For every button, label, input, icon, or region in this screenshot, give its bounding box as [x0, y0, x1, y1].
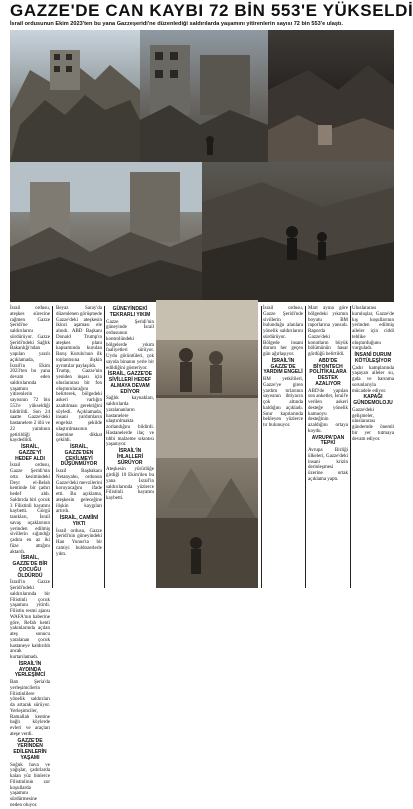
section-subheading: GAZZE'DE YERİNDEN EDİLENLERİN YAŞAMI — [13, 737, 47, 761]
section-subheading: İSRAİL, CAMİİNİ YIKTI — [59, 515, 99, 527]
body-text: Mart ayına göre bölgedeki yıkımın boyutu BM raporlarına yansıdı. Raporda Gazze'deki konutların büyük bölümünün hasar gördüğü belirtildi. — [308, 306, 348, 357]
column-rule — [104, 306, 105, 588]
section-subheading: İSRAİL'İN AYDINDA YERLEŞİMCİ — [14, 660, 46, 679]
section-subheading: KAPAĞI GÜNDEMOLOJU — [353, 394, 393, 406]
section-subheading: İSRAİL, GAZZE'DE SİVİLLERİ HEDEF ALMAYA DEVAM EDİYOR — [107, 371, 153, 395]
body-text: Avrupa Birliği ülkeleri, Gazze'deki insani krizin derinleşmesi üzerine ortak açıklama yaptı. — [308, 448, 348, 482]
body-text: İsrail ordusu, Gazze Şeridi'nin orta kesimindeki Deyr el-Belah kentinde bir çadırı hedef aldı. Saldırıda biri çocuk 3 Filistinli hayatını kaybetti. Görgü tanıkları, İsrail savaş uçaklarının yerinden edilmiş sivillerin sığındığı çadıra en az iki füze attığını aktardı. — [10, 463, 50, 555]
body-text: Gazze Şeridi'nin güneyinde İsrail ordusunun kontrolündeki bölgelerde yıkım faaliyetleri sürüyor. Uydu görüntüleri, çok sayıda binanın yerle bir edildiğini gösteriyor. — [106, 319, 154, 371]
section-subheading: İSRAİL'İN İHLALLERİ SÜRÜYOR — [116, 448, 144, 466]
article-column-1 — [10, 306, 50, 808]
photo-rubble-dark — [268, 30, 394, 162]
body-text: Gazze'deki gelişmeler, uluslararası gündemde önemli bir yer tutmaya devam ediyor. — [352, 407, 394, 442]
photo-people-in-rubble — [202, 162, 394, 302]
body-text: Soğuk hava ve yağışlar, çadırlarda kalan yüz binlerce Filistinlinin zor koşullarda yaşamını sürdürmesine neden oluyor. — [10, 762, 50, 808]
section-subheading: GÜNEYİNDEKİ TEKRARLI YIKIM — [109, 306, 151, 318]
body-text: Uluslararası kuruluşlar, Gazze'de kış koşullarının yerinden edilmiş aileler için ciddi tehlike oluşturduğunu vurguladı. — [352, 306, 394, 352]
section-subheading: ABD'DE BİYONTECH POLİTİKALARA DESTEK AZALIYOR — [309, 357, 347, 387]
section-subheading: İSRAİL, GAZZE'Yİ HEDEF ALDI — [15, 444, 45, 462]
body-text: Beyaz Saray'da düzenlenen görüşmede Gazze'deki ateşkesin ikinci aşaması ele alındı. ABD Başkanı Donald Trump'ın ateşkes planı kapsamında kurulan Barış Kurulu'nun ilk toplantısına ilişkin ayrıntılar paylaşıldı. — [56, 306, 102, 369]
body-text: İsrail'in Gazze Şeridi'ndeki saldırılarında bir Filistinli çocuk yaşamını yitirdi. Filistin resmi ajansı WAFA'nın haberine göre, Refah kenti yakınlarında açılan ateş sonucu yaralanan çocuk hastaneye kaldırıldı ancak kurtarılamadı. — [10, 580, 50, 660]
subheadline: İsrail ordusunun Ekim 2023'ten bu yana Gazzeşeridi'ne düzenlediği saldırılarda yaşamını yitirenlerin sayısı 72 bin 553'e ulaştı. — [10, 21, 343, 27]
article-column-2 — [56, 306, 102, 590]
body-text: Batı Şeria'da yerleşimcilerin Filistinlilere yönelik saldırıları da artarak sürüyor. Yerleşimciler, Ramallah kentine bağlı köylerde evleri ve araçları ateşe verdi. — [10, 680, 50, 737]
photo-tent-camp — [156, 398, 258, 588]
photo-destroyed-street — [140, 30, 268, 162]
article-column-4 — [263, 306, 303, 590]
headline: GAZZE'DE CAN KAYBI 72 BİN 553'E YÜKSELDİ — [10, 1, 413, 20]
body-text: Ateşkesin yürürlüğe girdiği 10 Ekim'den bu yana İsrail'in saldırılarında yüzlerce Filistinli hayatını kaybetti. — [106, 467, 154, 501]
body-text: İsrail ordusu, Gazze Şeridi'nde sivillerin bulunduğu alanlara yönelik saldırılarını sürdürüyor. Bölgede insani durum her geçen gün ağırlaşıyor. — [263, 306, 303, 357]
section-subheading: İSRAİL, GAZZE'DEN ÇEKİLMEYİ DÜŞÜNMÜYOR — [60, 444, 98, 468]
body-text: İsrail ordusu, Gazze Şeridi'nin güneyindeki Han Yunus'ta bir camiyi buldozerlerle yıktı. — [56, 528, 102, 557]
article-column-5 — [308, 306, 348, 590]
column-rule — [261, 306, 262, 588]
section-subheading: İNSANİ DURUM KÖTÜLEŞİYOR — [354, 352, 392, 364]
column-rule — [350, 306, 351, 588]
column-rule — [305, 306, 306, 588]
body-text: İsrail ordusu, ateşkes sürecine rağmen Gazze Şeridi'ne saldırılarını sürdürüyor. Gazze Şeridi'ndeki Sağlık Bakanlığı'ndan yapılan yazılı açıklamada, İsrail'in Ekim 2023'ten bu yana devam eden saldırılarında yaşamını yitirenlerin sayısının 72 bin 553'e yükseldiği bildirildi. Son 24 saatte Gazze'deki hastanelere 2 ölü ve 22 yaralının getirildiği kaydedildi. — [10, 306, 50, 444]
section-subheading: İSRAİL, GAZZE'DE BİR ÇOCUĞU ÖLDÜRDÜ — [12, 555, 48, 579]
article-column-3 — [106, 306, 154, 590]
body-text: İsrail Başbakanı Netanyahu, ordunun Gazze'deki mevzilerini koruyacağını ifade etti. Bu açıklama, ateşkesin geleceğine ilişkin kaygıları artırdı. — [56, 469, 103, 515]
section-subheading: İSRAİL'İN GAZZE'DE YARDIM ENGELİ — [263, 357, 303, 376]
body-text: Trump, Gazze'nin yeniden inşası için uluslararası bir fon oluşturulacağını belirterek, bölgedeki askeri varlığın azaltılması gerektiğini söyledi. Açıklamada, insani yardımların engelsiz şekilde ulaştırılmasının önemine dikkat çekildi. — [56, 369, 102, 444]
section-subheading: AVRUPA'DAN TEPKİ — [311, 434, 345, 447]
body-text: ABD'de yapılan son anketler, İsrail'e verilen askeri desteğe yönelik kamuoyu desteğinin azaldığını ortaya koydu. — [308, 388, 348, 434]
body-text: Çadır kamplarında yaşayan aileler su, gıda ve barınma sorunlarıyla mücadele ediyor. — [352, 365, 394, 394]
photo-wide-destruction — [10, 162, 202, 302]
body-text: BM yetkilileri, Gazze'ye giren yardım tırlarının sayısının ihtiyacın çok altında kaldığını açıkladı. Sınır kapılarında bekleyen yüzlerce tır bulunuyor. — [263, 377, 303, 428]
photo-collapsed-building — [10, 30, 140, 162]
column-rule — [52, 306, 53, 588]
body-text: Sağlık kaynakları, saldırılarda yaralananların hastanelere ulaştırılmakta zorlandığını bildirdi. Hastanelerde ilaç ve tıbbi malzeme sıkıntısı yaşanıyor. — [106, 396, 154, 448]
article-column-6 — [352, 306, 394, 590]
